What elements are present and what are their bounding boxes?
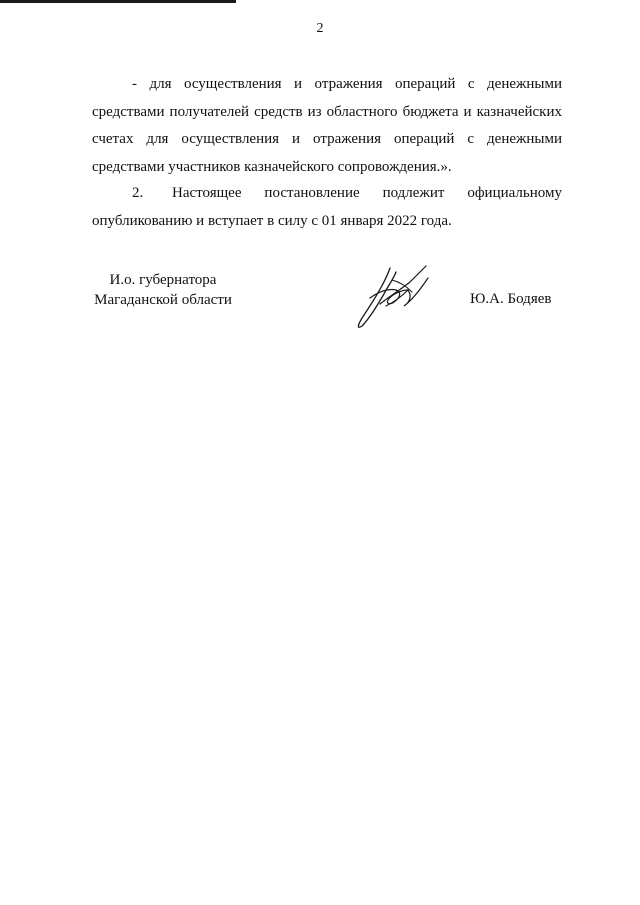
signatory-position bbox=[88, 270, 238, 310]
signatory-position-line1: И.о. губернатора bbox=[109, 272, 217, 288]
scan-edge-bar bbox=[0, 0, 236, 3]
paragraph-2 bbox=[92, 180, 562, 235]
paragraph-2-number: 2. bbox=[132, 185, 144, 201]
paragraph-1: - для осуществления и отражения операций с денежными средствами получателей средств из областного бюджета и казначейских счетах для осуществления и отражения операций с денежными средствами участников казначейского сопровождения.». bbox=[92, 76, 562, 175]
handwritten-signature-icon bbox=[350, 260, 435, 330]
signatory-position-line2: Магаданской области bbox=[94, 292, 232, 308]
signatory-name: Ю.А. Бодяев bbox=[470, 291, 552, 307]
paragraph-2-text: Настоящее постановление подлежит официальному опубликованию и вступает в силу с 01 января 2022 года. bbox=[92, 185, 562, 229]
page-number: 2 bbox=[316, 21, 324, 36]
